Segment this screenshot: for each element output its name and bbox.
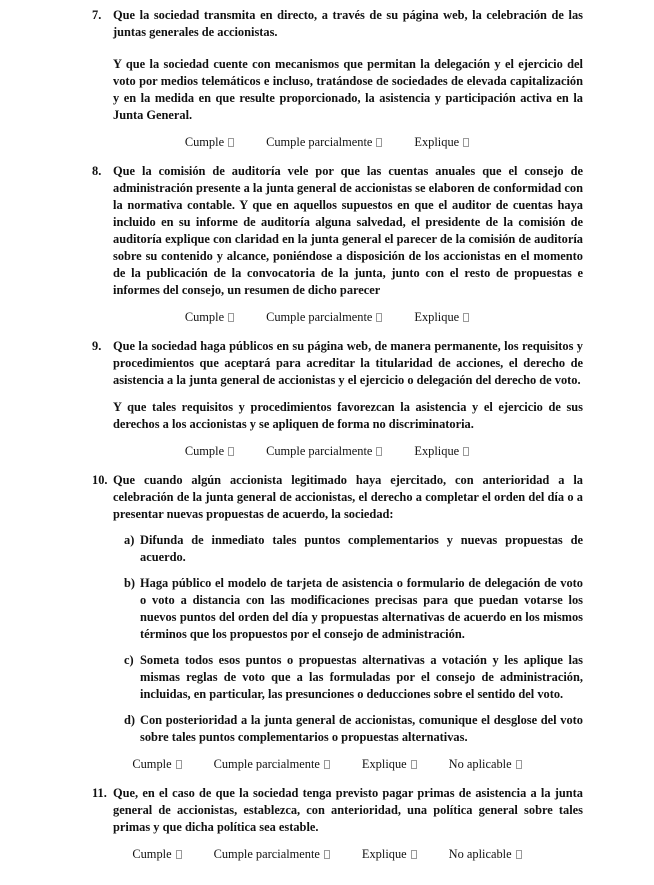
option-cumple[interactable] — [185, 134, 234, 151]
item-number: 8. — [92, 164, 102, 178]
option-label: Cumple — [184, 444, 225, 458]
subitem-text: Someta todos esos puntos o propuestas alternativas a votación y les aplique las mismas reglas de voto que a las formuladas por el consejo de administración, incluidas, en particular, las presunciones o deducciones sobre el sentido del voto. — [140, 653, 583, 701]
checkbox-icon[interactable] — [463, 313, 469, 322]
option-explique[interactable] — [362, 846, 417, 863]
option-cumple-parcialmente[interactable] — [214, 846, 330, 863]
item-number: 7. — [92, 8, 102, 22]
option-cumple[interactable] — [132, 846, 181, 863]
option-explique[interactable] — [362, 756, 417, 773]
checkbox-icon[interactable] — [463, 447, 469, 456]
option-label: Explique — [361, 757, 407, 771]
option-label: Explique — [414, 310, 460, 324]
recommendation-8 — [92, 163, 583, 299]
option-cumple[interactable] — [185, 309, 234, 326]
option-label: Cumple — [184, 310, 225, 324]
item-paragraph: Que la sociedad haga públicos en su página web, de manera permanente, los requisitos y procedimientos que aceptará para acreditar la titularidad de acciones, el derecho de asistencia a la junta general de accionistas y el ejercicio o delegación del derecho de voto. — [113, 339, 583, 387]
subitem-c — [124, 652, 583, 703]
subitem-label: d) — [124, 713, 136, 727]
option-explique[interactable] — [414, 443, 469, 460]
option-explique[interactable] — [414, 309, 469, 326]
option-cumple-parcialmente[interactable] — [266, 134, 382, 151]
option-label: Cumple parcialmente — [213, 847, 320, 861]
option-label: Explique — [361, 847, 407, 861]
subitem-label: a) — [124, 533, 135, 547]
option-explique[interactable] — [414, 134, 469, 151]
checkbox-icon[interactable] — [176, 850, 182, 859]
compliance-options-7 — [0, 134, 654, 151]
option-no-aplicable[interactable] — [449, 756, 522, 773]
item-number: 11. — [92, 786, 107, 800]
compliance-options-8 — [0, 309, 654, 326]
recommendation-9 — [92, 338, 583, 433]
checkbox-icon[interactable] — [324, 850, 330, 859]
compliance-options-10 — [0, 756, 654, 773]
item-paragraph: Y que tales requisitos y procedimientos favorezcan la asistencia y el ejercicio de sus derechos a los accionistas y se apliquen de forma no discriminatoria. — [113, 400, 583, 431]
option-label: Explique — [414, 444, 460, 458]
option-cumple[interactable] — [185, 443, 234, 460]
subitem-label: c) — [124, 653, 134, 667]
option-label: No aplicable — [448, 757, 512, 771]
checkbox-icon[interactable] — [516, 850, 522, 859]
option-cumple[interactable] — [132, 756, 181, 773]
option-label: Cumple parcialmente — [266, 310, 373, 324]
checkbox-icon[interactable] — [176, 760, 182, 769]
option-label: Cumple parcialmente — [266, 135, 373, 149]
checkbox-icon[interactable] — [463, 138, 469, 147]
checkbox-icon[interactable] — [411, 850, 417, 859]
item-number: 10. — [92, 473, 108, 487]
item-paragraph: Que la comisión de auditoría vele por que las cuentas anuales que el consejo de administración presente a la junta general de accionistas se elaboren de conformidad con la normativa contable. Y que en aquellos supuestos en que el auditor de cuentas haya incluido en su informe de auditoría alguna salvedad, el presidente de la comisión de auditoría explique con claridad en la junta general el parecer de la comisión de auditoría sobre su contenido y alcance, poniéndose a disposición de los accionistas en el momento de la publicación de la convocatoria de la junta, junto con el resto de propuestas e informes del consejo, un resumen de dicho parecer — [113, 164, 583, 297]
option-no-aplicable[interactable] — [449, 846, 522, 863]
item-paragraph: Que, en el caso de que la sociedad tenga previsto pagar primas de asistencia a la junta general de accionistas, establezca, con anterioridad, una política general sobre tales primas y que dicha política sea estable. — [113, 786, 583, 834]
subitem-a — [124, 532, 583, 566]
compliance-options-9 — [0, 443, 654, 460]
option-label: Cumple — [132, 847, 172, 861]
checkbox-icon[interactable] — [376, 138, 382, 147]
checkbox-icon[interactable] — [411, 760, 417, 769]
subitem-text: Difunda de inmediato tales puntos complementarios y nuevas propuestas de acuerdo. — [140, 533, 583, 564]
checkbox-icon[interactable] — [228, 447, 234, 456]
option-label: No aplicable — [448, 847, 512, 861]
subitem-b — [124, 575, 583, 643]
subitem-text: Haga público el modelo de tarjeta de asistencia o formulario de delegación de voto o voto a distancia con las modificaciones precisas para que puedan votarse los nuevos puntos del orden del día y propuestas alternativas de acuerdo en los mismos términos que los propuestos por el consejo de administración. — [140, 576, 583, 641]
item-paragraph: Que la sociedad transmita en directo, a través de su página web, la celebración de las juntas generales de accionistas. — [113, 8, 583, 39]
item-number: 9. — [92, 339, 102, 353]
checkbox-icon[interactable] — [516, 760, 522, 769]
option-label: Explique — [414, 135, 460, 149]
option-cumple-parcialmente[interactable] — [214, 756, 330, 773]
option-label: Cumple parcialmente — [266, 444, 373, 458]
option-cumple-parcialmente[interactable] — [266, 443, 382, 460]
subitem-d — [124, 712, 583, 746]
recommendation-11 — [92, 785, 583, 836]
item-paragraph: Que cuando algún accionista legitimado haya ejercitado, con anterioridad a la celebración de la junta general de accionistas, el derecho a completar el orden del día o a presentar nuevas propuestas de acuerdo, la sociedad: — [113, 473, 583, 521]
option-label: Cumple — [184, 135, 225, 149]
recommendation-10 — [92, 472, 583, 746]
subitem-label: b) — [124, 576, 136, 590]
subitem-text: Con posterioridad a la junta general de accionistas, comunique el desglose del voto sobre tales puntos complementarios o propuestas alternativas. — [140, 713, 583, 744]
item-paragraph: Y que la sociedad cuente con mecanismos que permitan la delegación y el ejercicio del voto por medios telemáticos e incluso, tratándose de sociedades de elevada capitalización y en la medida en que resulte proporcionado, la asistencia y participación activa en la Junta General. — [113, 57, 583, 122]
compliance-options-11 — [0, 846, 654, 863]
option-cumple-parcialmente[interactable] — [266, 309, 382, 326]
option-label: Cumple parcialmente — [213, 757, 320, 771]
checkbox-icon[interactable] — [376, 313, 382, 322]
checkbox-icon[interactable] — [228, 138, 234, 147]
option-label: Cumple — [132, 757, 172, 771]
recommendation-7 — [92, 7, 583, 124]
checkbox-icon[interactable] — [324, 760, 330, 769]
checkbox-icon[interactable] — [376, 447, 382, 456]
checkbox-icon[interactable] — [228, 313, 234, 322]
